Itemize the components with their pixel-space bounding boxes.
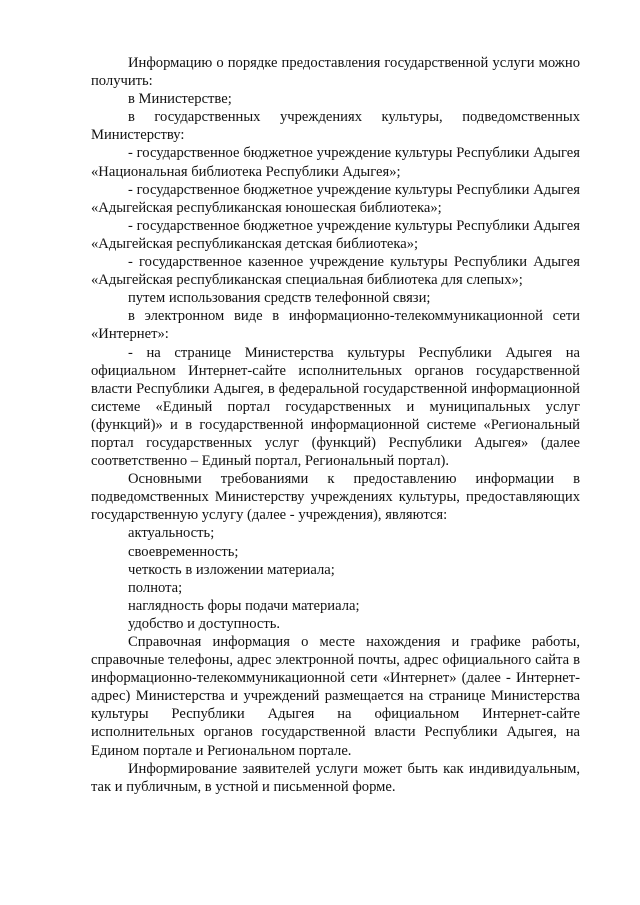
paragraph-ministry: в Министерстве; — [128, 91, 232, 108]
paragraph-electronic: в электронном виде в информационно-телекоммуникационной сети «Интернет»: — [91, 308, 580, 343]
paragraph-requirements: Основными требованиями к предоставлению информации в подведомственных Министерству учреждениях культуры, предоставляющих государственную услугу (далее - учреждения), являются: — [91, 471, 580, 524]
paragraph-portals: - на странице Министерства культуры Республики Адыгея на официальном Интернет-сайте исполнительных органов государственной власти Республики Адыгея, в федеральной государственной информационной системе «Единый портал государственных и муниципальных услуг (функций)» и в государственной информационной системе «Региональный портал государственных услуг (функций) Республики Адыгея» (далее соответственно – Единый портал, Региональный портал). — [91, 344, 580, 470]
paragraph-telephone: путем использования средств телефонной связи; — [128, 290, 431, 307]
requirement-item: своевременность; — [128, 543, 239, 560]
requirement-item: удобство и доступность. — [128, 615, 281, 632]
paragraph-info-intro: Информацию о порядке предоставления государственной услуги можно получить: — [91, 55, 580, 90]
document-body — [91, 54, 580, 796]
paragraph-blind-library: - государственное казенное учреждение культуры Республики Адыгея «Адыгейская республиканская специальная библиотека для слепых»; — [91, 254, 580, 289]
paragraph-informing: Информирование заявителей услуги может быть как индивидуальным, так и публичным, в устной и письменной форме. — [91, 760, 580, 795]
requirement-item: актуальность; — [128, 525, 215, 542]
paragraph-institutions: в государственных учреждениях культуры, подведомственных Министерству: — [91, 109, 580, 144]
paragraph-national-library: - государственное бюджетное учреждение культуры Республики Адыгея «Национальная библиотека Республики Адыгея»; — [91, 145, 580, 180]
requirement-item: четкость в изложении материала; — [128, 561, 335, 578]
requirement-item: наглядность форы подачи материала; — [128, 597, 360, 614]
paragraph-youth-library: - государственное бюджетное учреждение культуры Республики Адыгея «Адыгейская республиканская юношеская библиотека»; — [91, 181, 580, 216]
paragraph-children-library: - государственное бюджетное учреждение культуры Республики Адыгея «Адыгейская республиканская детская библиотека»; — [91, 217, 580, 252]
requirement-item: полнота; — [128, 579, 183, 596]
paragraph-reference-info: Справочная информация о месте нахождения и графике работы, справочные телефоны, адрес электронной почты, адрес официального сайта в информационно-телекоммуникационной сети «Интернет» (далее - Интернет-адрес) Министерства и учреждений размещается на странице Министерства культуры Республики Адыгея на официальном Интернет-сайте исполнительных органов государственной власти Республики Адыгея, на Едином портале и Региональном портале. — [91, 634, 580, 759]
